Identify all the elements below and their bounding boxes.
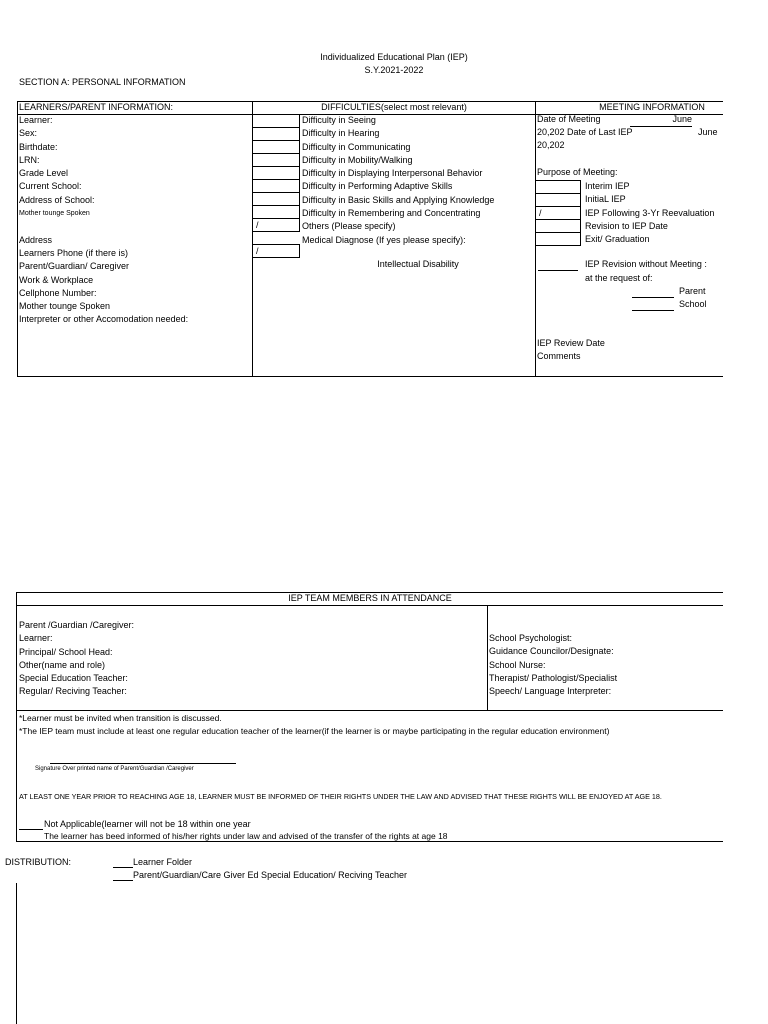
date-of-meeting-value[interactable]: June [630,114,692,127]
member-psychologist[interactable]: School Psychologist: [489,633,573,643]
difficulty-adaptive: Difficulty in Performing Adaptive Skills [302,181,453,192]
team-header: IEP TEAM MEMBERS IN ATTENDANCE [288,593,452,603]
member-guidance[interactable]: Guidance Councilor/Designate: [489,646,614,657]
field-sex[interactable]: Sex: [19,128,38,139]
purpose-labels [585,180,714,246]
rights-informed-text: The learner has beed informed of his/her rights under law and advised of the transfer of the rights at age 18 [44,831,448,841]
difficulty-basic-skills: Difficulty in Basic Skills and Applying Knowledge [302,194,495,205]
team-right-members [489,632,617,698]
signature-caption: Signature Over printed name of Parent/Guardian /Caregiver [35,766,194,772]
purpose-checkbox[interactable] [535,180,581,194]
difficulty-checkbox[interactable] [252,114,300,128]
document-title: Individualized Educational Plan (IEP) [320,52,468,62]
difficulty-checkbox[interactable] [252,153,300,167]
field-learner-phone[interactable]: Learners Phone (if there is) [19,247,129,258]
member-learner[interactable]: Learner: [19,633,53,644]
age-18-notice: AT LEAST ONE YEAR PRIOR TO REACHING AGE 18, LEARNER MUST BE INFORMED OF THEIR RIGHTS UNDER THE LAW AND ADVISED THAT THESE RIGHTS WILL BE ENJOYED AT AGE 18. [19,792,662,801]
difficulty-hearing: Difficulty in Hearing [302,128,380,139]
field-interpreter[interactable]: Interpreter or other Accomodation needed: [19,314,189,325]
field-current-school[interactable]: Current School: [19,181,82,192]
comments-label: Comments [537,351,581,361]
field-work[interactable]: Work & Workplace [19,274,94,285]
distribution-label: DISTRIBUTION: [5,857,72,867]
difficulty-mobility: Difficulty in Mobility/Walking [302,154,413,165]
field-address-of-school[interactable]: Address of School: [19,194,95,205]
purpose-checkbox[interactable] [535,193,581,207]
difficulty-medical: Medical Diagnose (If yes please specify): [302,234,466,245]
difficulty-checkbox[interactable] [252,166,300,180]
member-sped-teacher[interactable]: Special Education Teacher: [19,673,128,684]
signature-line[interactable] [50,763,236,764]
member-parent[interactable]: Parent /Guardian /Caregiver: [19,620,135,630]
purpose-interim: Interim IEP [585,181,630,191]
learner-info-header: LEARNERS/PARENT INFORMATION: [19,102,174,112]
distribution-learner-folder: Learner Folder [133,857,193,867]
school-year: S.Y.2021-2022 [364,65,424,75]
purpose-checkbox[interactable] [535,232,581,246]
meeting-info-header: MEETING INFORMATION [599,102,705,112]
requester-school: School [679,299,707,309]
difficulty-communicating: Difficulty in Communicating [302,141,411,152]
field-mother-tongue[interactable]: Mother tounge Spoken [19,210,90,218]
purpose-exit: Exit/ Graduation [585,234,650,245]
difficulty-seeing: Difficulty in Seeing [302,115,376,125]
not-applicable-text: Not Applicable(learner will not be 18 within one year [44,819,251,829]
not-applicable-blank[interactable] [19,829,43,830]
note-learner-invited: *Learner must be invited when transition is discussed. [19,713,222,723]
date-of-meeting-label: Date of Meeting [537,114,601,124]
field-lrn[interactable]: LRN: [19,154,40,165]
note-regular-teacher: *The IEP team must include at least one regular education teacher of the learner(if the learner is or maybe participating in the regular education environment) [19,726,610,736]
difficulty-checkbox[interactable] [252,127,300,141]
distribution-blank-1[interactable] [113,867,133,868]
member-principal[interactable]: Principal/ School Head: [19,646,113,657]
request-label: at the request of: [585,273,653,283]
difficulty-remembering: Difficulty in Remembering and Concentrating [302,208,481,219]
difficulty-others: Others (Please specify) [302,221,396,232]
page-border-left [16,883,17,1024]
iep-review-date-label: IEP Review Date [537,338,605,348]
date-of-last-iep-label: 20,202 Date of Last IEP [537,127,633,137]
field-cellphone[interactable]: Cellphone Number: [19,287,97,298]
field-birthdate[interactable]: Birthdate: [19,141,58,152]
distribution-parent-teacher: Parent/Guardian/Care Giver Ed Special Education/ Reciving Teacher [133,870,407,880]
purpose-initial: InitiaL IEP [585,194,626,205]
field-parent-mother-tongue[interactable]: Mother tounge Spoken [19,301,111,312]
member-other[interactable]: Other(name and role) [19,659,106,670]
difficulty-checkbox[interactable] [252,140,300,154]
revision-blank[interactable] [538,270,578,271]
member-therapist[interactable]: Therapist/ Pathologist/Specialist [489,672,618,683]
member-regular-teacher[interactable]: Regular/ Reciving Teacher: [19,686,127,697]
difficulty-checkbox[interactable] [252,179,300,193]
date-of-last-iep-value[interactable]: June [698,127,718,137]
field-learner[interactable]: Learner: [19,115,53,125]
school-blank[interactable] [632,310,674,311]
purpose-checkbox[interactable] [535,219,581,233]
difficulty-checkbox[interactable] [252,192,300,206]
revision-without-meeting-label: IEP Revision without Meeting : [585,259,707,269]
purpose-revision: Revision to IEP Date [585,220,668,231]
distribution-blank-2[interactable] [113,880,133,881]
medical-diagnosis-value: Intellectual Disability [377,259,459,269]
difficulties-header: DIFFICULTIES(select most relevant) [321,102,467,112]
difficulty-labels [302,114,494,247]
difficulty-interpersonal: Difficulty in Displaying Interpersonal Behavior [302,168,483,179]
difficulty-checkbox-others[interactable]: / [252,218,300,232]
team-left-members [19,619,134,699]
field-parent-guardian[interactable]: Parent/Guardian/ Caregiver [19,261,130,272]
difficulty-checkbox[interactable] [252,205,300,219]
member-interpreter[interactable]: Speech/ Language Interpreter: [489,686,612,697]
field-address[interactable]: Address [19,234,53,245]
member-nurse[interactable]: School Nurse: [489,659,546,670]
difficulty-checkbox-medical[interactable]: / [252,244,300,258]
section-a-title: SECTION A: PERSONAL INFORMATION [19,77,186,87]
purpose-of-meeting-label: Purpose of Meeting: [537,167,618,177]
purpose-reevaluation: IEP Following 3-Yr Reevaluation [585,207,715,218]
requester-parent: Parent [679,286,706,296]
purpose-checkbox-reevaluation[interactable]: / [535,206,581,220]
parent-blank[interactable] [632,297,674,298]
field-grade-level[interactable]: Grade Level [19,168,69,179]
date-of-last-iep-year: 20,202 [537,140,565,150]
learner-fields [19,114,188,327]
